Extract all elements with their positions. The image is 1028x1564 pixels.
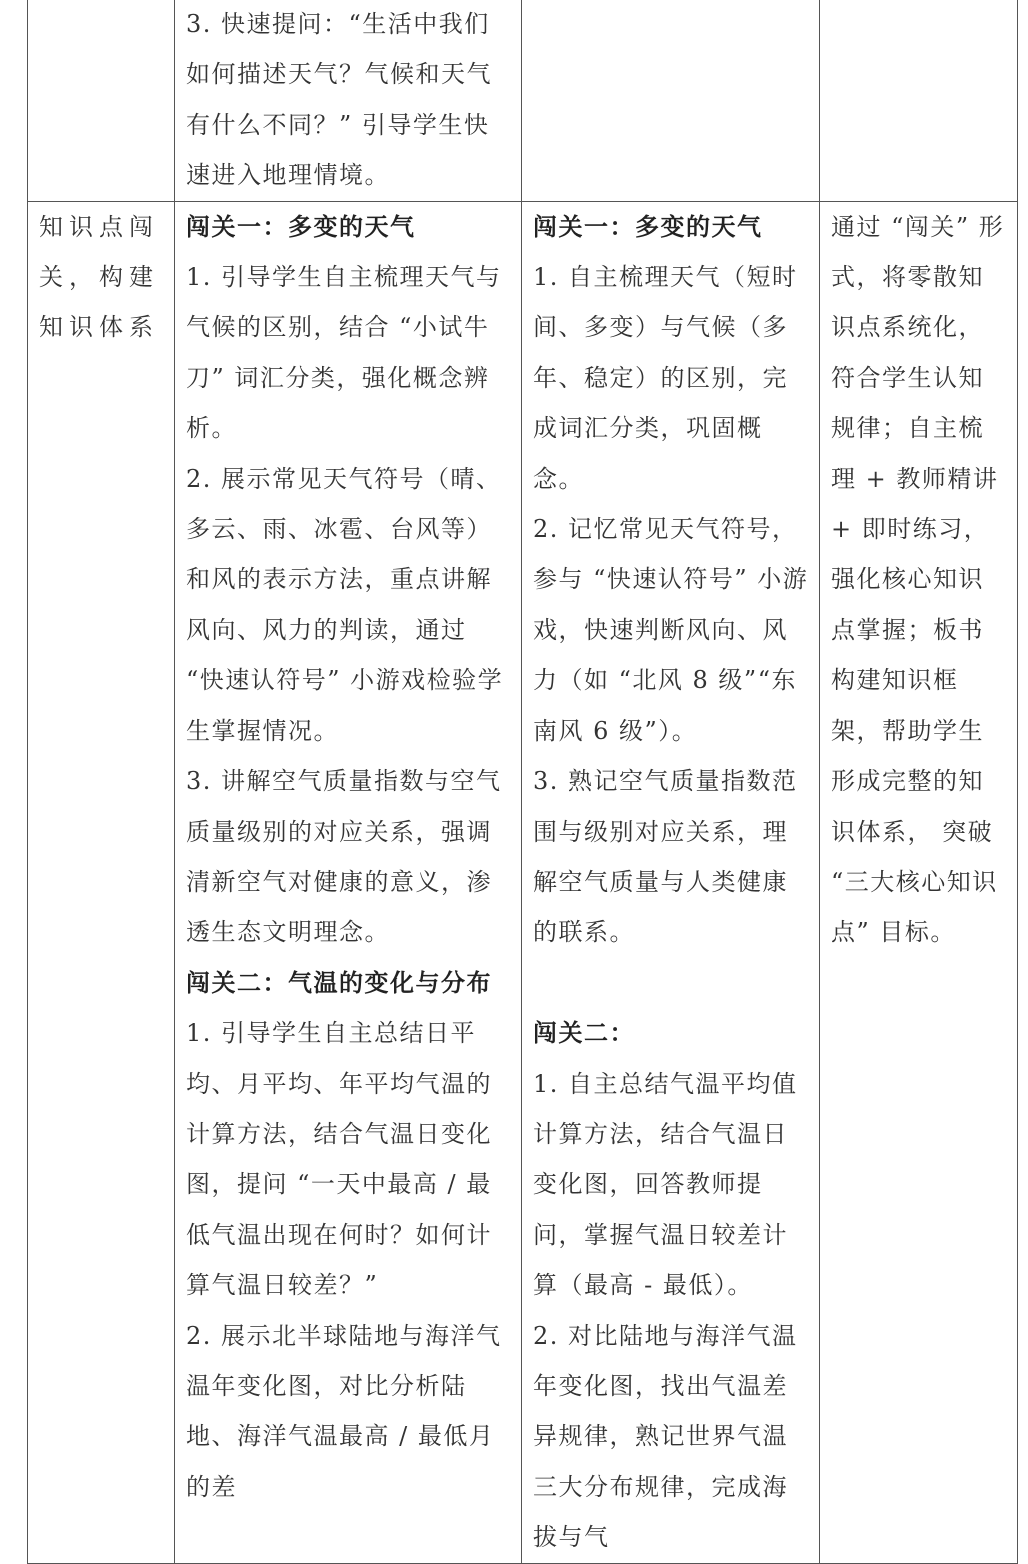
cell-student-activity: [522, 201, 820, 1563]
design-intent-text: 通过 “闯关” 形式，将零散知识点系统化，符合学生认知规律；自主梳理 + 教师精讲 + 即时练习，强化核心知识点掌握；板书构建知识框架，帮助学生形成完整的知识体系， 突破 “三大核心知识点” 目标。: [831, 212, 1005, 947]
student-step: 3. 熟记空气质量指数范围与级别对应关系，理解空气质量与人类健康的联系。: [533, 767, 798, 947]
teacher-step: 3. 讲解空气质量指数与空气质量级别的对应关系，强调清新空气对健康的意义，渗透生态文明理念。: [186, 767, 502, 947]
level-heading: 闯关二：气温的变化与分布: [186, 967, 492, 997]
cell-stage: [28, 201, 175, 1563]
teacher-step: 1. 引导学生自主总结日平均、月平均、年平均气温的计算方法，结合气温日变化图，提问 “一天中最高 / 最低气温出现在何时？如何计算气温日较差？”: [186, 1019, 492, 1300]
teacher-step: 2. 展示北半球陆地与海洋气温年变化图，对比分析陆地、海洋气温最高 / 最低月的差: [186, 1321, 502, 1501]
table-row: [28, 201, 1018, 1563]
teacher-step: 3. 快速提问：“生活中我们如何描述天气？气候和天气有什么不同？” 引导学生快速进入地理情境。: [186, 10, 492, 190]
teacher-step: 2. 展示常见天气符号（晴、多云、雨、冰雹、台风等）和风的表示方法，重点讲解风向、风力的判读，通过 “快速认符号” 小游戏检验学生掌握情况。: [186, 464, 504, 745]
cell-design-intent: [820, 0, 1018, 201]
stage-label: 知识点闯关，构建知识体系: [39, 212, 159, 342]
level-heading: 闯关二：: [533, 1018, 635, 1048]
cell-teacher-activity: [175, 201, 522, 1563]
lesson-plan-table: [27, 0, 1018, 1564]
student-step: 1. 自主总结气温平均值计算方法，结合气温日变化图，回答教师提问，掌握气温日较差计算（最高 - 最低）。: [533, 1069, 798, 1300]
level-heading: 闯关一：多变的天气: [186, 211, 416, 241]
cell-student-activity: [522, 0, 820, 201]
student-step: 2. 记忆常见天气符号，参与 “快速认符号” 小游戏，快速判断风向、风力（如 “北风 8 级”“东南风 6 级”）。: [533, 515, 809, 745]
cell-design-intent: [820, 201, 1018, 1563]
level-heading: 闯关一：多变的天气: [533, 211, 763, 241]
cell-teacher-activity: [175, 0, 522, 201]
student-step: 1. 自主梳理天气（短时间、多变）与气候（多年、稳定）的区别，完成词汇分类，巩固概念。: [533, 263, 798, 493]
teacher-step: 1. 引导学生自主梳理天气与气候的区别，结合 “小试牛刀” 词汇分类，强化概念辨析。: [186, 263, 502, 443]
cell-stage: [28, 0, 175, 201]
student-step: 2. 对比陆地与海洋气温年变化图，找出气温差异规律，熟记世界气温三大分布规律，完成海拔与气: [533, 1321, 798, 1552]
table-row: [28, 0, 1018, 201]
spacer: [533, 958, 810, 1008]
